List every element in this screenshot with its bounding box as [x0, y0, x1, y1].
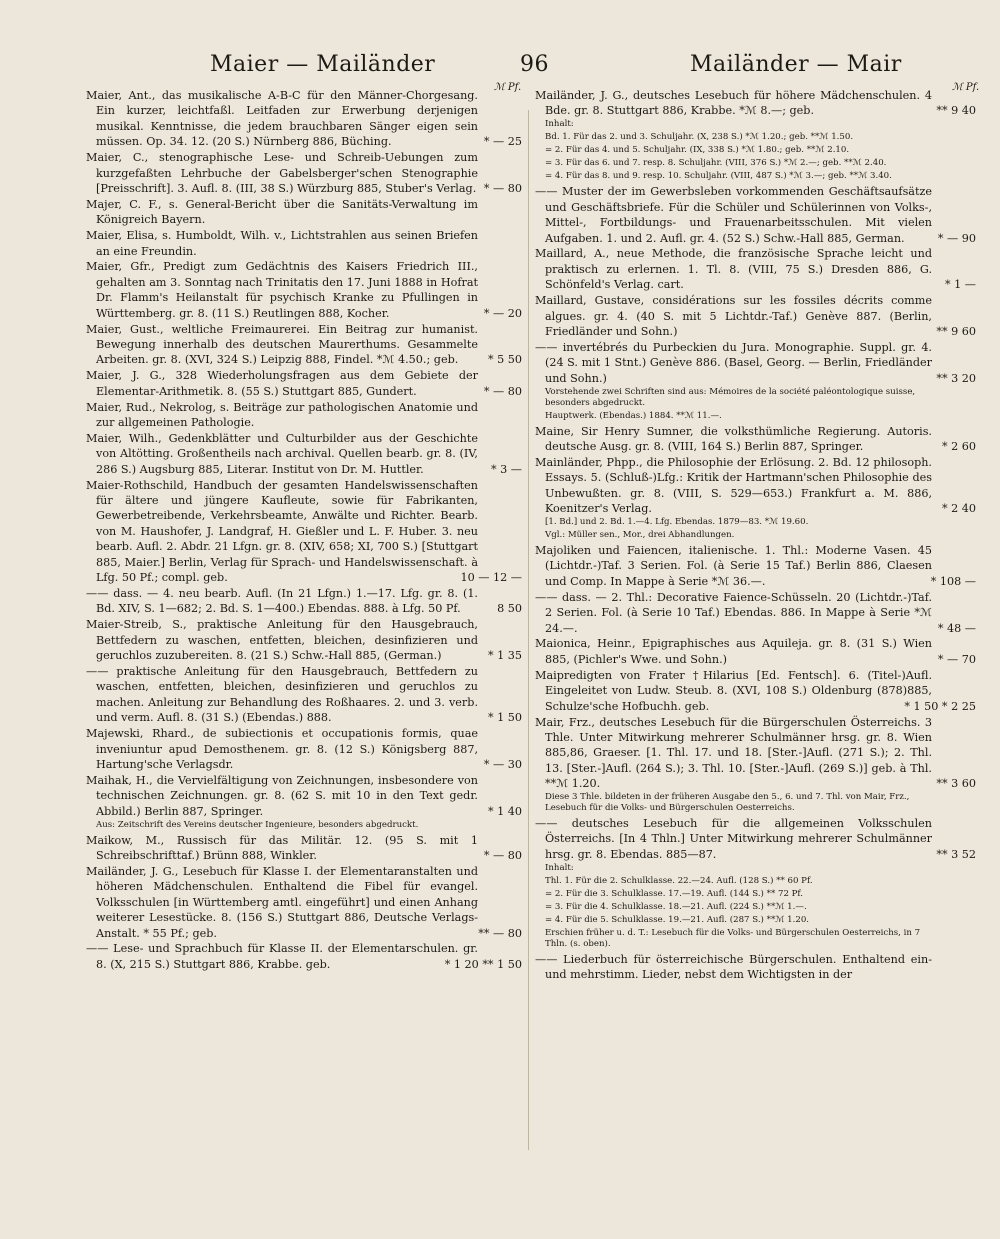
entry-text: Maine, Sir Henry Sumner, die volksthümliche Regierung. Autoris. deutsche Ausg. gr. 8. (VIII, 164 S.) Berlin 887, Springer.: [535, 424, 932, 453]
catalog-entry: [535, 543, 976, 589]
running-head-left: Maier — Mailänder: [210, 52, 436, 77]
currency-units-right: ℳ Pf.: [952, 82, 980, 93]
entry-text: Maier-Rothschild, Handbuch der gesamten Handelswissenschaften für ältere und jüngere Kaufleute, sowie für Fabrikanten, Gewerbetreibende, Verkehrsbeamte, Anwälte und Richter. Bearb. von M. Haushofer, J. Landgraf, H. Gießler und L. F. Huber. 3. neu bearb. Aufl. 2. Abdr. 21 Lfgn. gr. 8. (XIV, 658; XI, 700 S.) [Stuttgart 885, Maier.] Berlin, Verlag für Sprach- und Handelswissenschaft. à Lfg. 50 Pf.; compl. geb.: [86, 478, 478, 585]
entry-text: Maier, Ant., das musikalische A-B-C für den Männer-Chorgesang. Ein kurzer, leichtfaßl. Leitfaden zur Erwerbung derjenigen musikal. Kenntnisse, die jedem brauchbaren Sänger eigen sein müssen. Op. 34. 12. (20 S.) Nürnberg 886, Büching.: [86, 89, 478, 149]
entry-text: Maier, Rud., Nekrolog, s. Beiträge zur pathologischen Anatomie und zur allgemeinen Pathologie.: [86, 400, 478, 430]
page-number: 96: [520, 52, 549, 77]
running-head-right: Mailänder — Mair: [690, 52, 902, 77]
catalog-entry: [535, 455, 976, 517]
entry-text: = 2. Für das 4. und 5. Schuljahr. (IX, 338 S.) *ℳ 1.80.; geb. **ℳ 2.10.: [545, 145, 850, 156]
entry-text: Inhalt:: [545, 119, 574, 130]
catalog-entry: [535, 668, 976, 714]
entry-text: —— dass. — 4. neu bearb. Aufl. (In 21 Lfgn.) 1.—17. Lfg. gr. 8. (1. Bd. XIV, S. 1—682; 2. Bd. S. 1—400.) Ebendas. 888. à Lfg. 50 Pf.: [86, 587, 478, 616]
entry-text: —— Muster der im Gewerbsleben vorkommenden Geschäftsaufsätze und Geschäftsbriefe. Für die Schüler und Schülerinnen von Volks-, Mittel-, Fortbildungs- und Frauenarbeitsschulen. Mit vielen Aufgaben. 1. und 2. Aufl. gr. 4. (52 S.) Schw.-Hall 885, German.: [535, 185, 932, 245]
catalog-entry: [535, 184, 976, 246]
entry-text: Vorstehende zwei Schriften sind aus: Mémoires de la société paléontologique suisse, besonders abgedruckt.: [545, 386, 916, 408]
catalog-entry: [86, 400, 522, 431]
entry-text: Majoliken und Faiencen, italienische. 1. Thl.: Moderne Vasen. 45 (Lichtdr.-)Taf. 3 Serien. Fol. (à Serie 15 Taf.) Berlin 886, Claesen und Comp. In Mappe à Serie *ℳ 36.—.: [535, 544, 932, 588]
entry-price: * 108 —: [930, 574, 976, 588]
catalog-entry: [535, 636, 976, 667]
catalog-entry: [86, 726, 522, 772]
catalog-entry: [86, 228, 522, 259]
entry-price: * — 25: [483, 135, 522, 149]
entry-price: * 1 —: [944, 278, 976, 292]
entry-text: [1. Bd.] und 2. Bd. 1.—4. Lfg. Ebendas. 1879—83. *ℳ 19.60.: [545, 517, 809, 528]
entry-text: Thl. 1. Für die 2. Schulklasse. 22.—24. Aufl. (128 S.) ** 60 Pf.: [545, 875, 813, 886]
entry-note: [535, 411, 976, 422]
catalog-entry: [86, 88, 522, 150]
catalog-entry: [86, 773, 522, 819]
catalog-entry: [86, 664, 522, 726]
entry-note: [535, 387, 976, 409]
entry-text: Maier, C., stenographische Lese- und Schreib-Uebungen zum kurzgefaßten Lehrbuche der Gabelsberger'schen Stenographie [Preisschrift]. 3. Aufl. 8. (III, 38 S.) Würzburg 885, Stuber's Verlag.: [86, 151, 478, 195]
entry-price: * 1 40: [487, 804, 522, 818]
catalog-entry: [86, 259, 522, 321]
entry-text: Maier, J. G., 328 Wiederholungsfragen aus dem Gebiete der Elementar-Arithmetik. 8. (55 S.) Stuttgart 885, Gundert.: [86, 369, 478, 398]
entry-note: [535, 902, 976, 913]
entry-text: Majewski, Rhard., de subiectionis et occupationis formis, quae inveniuntur apud Demosthenem. gr. 8. (12 S.) Königsberg 887, Hartung'sche Verlagsdr.: [86, 727, 478, 771]
entry-price: ** 3 20: [936, 371, 976, 385]
entry-note: [535, 928, 976, 950]
entry-text: Maipredigten von Frater †Hilarius [Ed. Fentsch]. 6. (Titel-)Aufl. Eingeleitet von Ludw. Steub. 8. (XVI, 108 S.) Oldenburg (878)885, Schulze'sche Hofbuchh. geb.: [535, 668, 932, 713]
entry-price: ** 9 40: [936, 104, 976, 118]
entry-note: [535, 792, 976, 814]
entry-text: Erschien früher u. d. T.: Lesebuch für die Volks- und Bürgerschulen Oesterreichs, in 7 Thln. (s. oben).: [545, 927, 921, 949]
entry-text: Maillard, Gustave, considérations sur les fossiles décrits comme algues. gr. 4. (40 S. mit 5 Lichtdr.-Taf.) Genève 887. (Berlin, Friedländer und Sohn.): [535, 294, 932, 338]
entry-text: Vgl.: Müller sen., Mor., drei Abhandlungen.: [545, 530, 735, 541]
catalog-entry: [535, 590, 976, 636]
entry-text: —— praktische Anleitung für den Hausgebrauch, Bettfedern zu waschen, entfetten, bleichen, desinfizieren und geruchlos zu machen. Anleitung zur Behandlung des Roßhaares. 2. und 3. verb. und verm. Aufl. 8. (31 S.) (Ebendas.) 888.: [86, 665, 478, 725]
entry-note: [535, 876, 976, 887]
entry-text: Hauptwerk. (Ebendas.) 1884. **ℳ 11.—.: [545, 410, 722, 421]
catalog-entry: [535, 952, 976, 983]
entry-text: Mair, Frz., deutsches Lesebuch für die Bürgerschulen Österreichs. 3 Thle. Unter Mitwirkung mehrerer Schulmänner hrsg. gr. 8. Wien 885,86, Graeser. [1. Thl. 17. und 18. [Ster.-]Aufl. (271 S.); 2. Thl. 13. [Ster.-]Aufl. (264 S.); 3. Thl. 10. [Ster.-]Aufl. (269 S.)] geb. à Thl. **ℳ 1.20.: [535, 715, 932, 791]
entry-price: 8 50: [497, 602, 522, 616]
catalog-entry: [86, 833, 522, 864]
catalog-entry: [86, 197, 522, 228]
entry-text: = 3. Für die 4. Schulklasse. 18.—21. Aufl. (224 S.) **ℳ 1.—.: [545, 901, 807, 912]
entry-text: Maier-Streib, S., praktische Anleitung für den Hausgebrauch, Bettfedern zu waschen, entfetten, bleichen, desinfizieren und geruchlos zuzubereiten. 8. (21 S.) Schw.-Hall 885, (German.): [86, 618, 478, 663]
catalog-entry: [535, 246, 976, 292]
entry-text: Inhalt:: [545, 862, 574, 873]
entry-text: Bd. 1. Für das 2. und 3. Schuljahr. (X, 238 S.) *ℳ 1.20.; geb. **ℳ 1.50.: [545, 132, 854, 143]
catalog-entry: [86, 431, 522, 477]
entry-price: ** 3 60: [936, 777, 976, 791]
entry-price: ** 3 52: [936, 847, 976, 861]
entry-price: * 1 50 * 2 25: [904, 699, 976, 713]
catalog-entry: [86, 150, 522, 196]
entry-text: Maier, Gfr., Predigt zum Gedächtnis des Kaisers Friedrich III., gehalten am 3. Sonntag nach Trinitatis den 17. Juni 1888 in Hofrat Dr. Flamm's Heilanstalt für psychisch Kranke zu Pfullingen in Württemberg. gr. 8. (11 S.) Reutlingen 888, Kocher.: [86, 260, 478, 320]
entry-text: Majer, C. F., s. General-Bericht über die Sanitäts-Verwaltung im Königreich Bayern.: [86, 197, 478, 227]
entry-note: [535, 517, 976, 528]
entry-price: * 48 —: [937, 621, 976, 635]
entry-price: * 2 40: [941, 502, 976, 516]
entry-note: [535, 171, 976, 182]
entry-price: ** — 80: [478, 926, 522, 940]
catalog-entry: [535, 424, 976, 455]
entry-text: Mailänder, J. G., Lesebuch für Klasse I. der Elementaranstalten und höheren Mädchenschulen. Enthaltend die Fibel für evangel. Volksschulen [in Württemberg amtl. eingeführt] und einen Anhang weiterer Lesestücke. 8. (156 S.) Stuttgart 886, Deutsche Verlags-Anstalt. * 55 Pf.; geb.: [86, 864, 478, 940]
entry-text: Maionica, Heinr., Epigraphisches aus Aquileja. gr. 8. (31 S.) Wien 885, (Pichler's Wwe. und Sohn.): [535, 637, 932, 666]
entry-text: Maihak, H., die Vervielfältigung von Zeichnungen, insbesondere von technischen Zeichnungen. gr. 8. (62 S. mit 10 in den Text gedr. Abbild.) Berlin 887, Springer.: [86, 773, 478, 818]
catalog-entry: [535, 715, 976, 792]
entry-price: * 1 35: [487, 649, 522, 663]
left-column: [86, 88, 522, 973]
entry-note: [535, 132, 976, 143]
entry-price: * — 90: [937, 231, 976, 245]
entry-price: * — 80: [483, 181, 522, 195]
entry-text: —— deutsches Lesebuch für die allgemeinen Volksschulen Österreichs. [In 4 Thln.] Unter Mitwirkung mehrerer Schulmänner hrsg. gr. 8. Ebendas. 885—87.: [535, 817, 932, 861]
entry-text: Maikow, M., Russisch für das Militär. 12. (95 S. mit 1 Schreibschrifttaf.) Brünn 888, Winkler.: [86, 833, 478, 862]
entry-text: Aus: Zeitschrift des Vereins deutscher Ingenieure, besonders abgedruckt.: [96, 819, 419, 830]
currency-units-left: ℳ Pf.: [494, 82, 522, 93]
catalog-entry: [86, 941, 522, 972]
entry-price: * 1 20 ** 1 50: [444, 957, 522, 971]
right-column: [535, 88, 976, 983]
entry-note: [535, 145, 976, 156]
entry-price: * 2 60: [941, 440, 976, 453]
entry-price: * — 20: [483, 306, 522, 320]
entry-text: = 4. Für die 5. Schulklasse. 19.—21. Aufl. (287 S.) **ℳ 1.20.: [545, 914, 810, 925]
entry-text: Mailänder, J. G., deutsches Lesebuch für höhere Mädchenschulen. 4 Bde. gr. 8. Stuttgart 886, Krabbe. *ℳ 8.—; geb.: [535, 89, 932, 118]
catalog-entry: [86, 586, 522, 617]
entry-note: [535, 863, 976, 874]
entry-note: [535, 889, 976, 900]
entry-text: —— Lese- und Sprachbuch für Klasse II. der Elementarschulen. gr. 8. (X, 215 S.) Stuttgart 886, Krabbe. geb.: [86, 942, 478, 971]
entry-price: 10 — 12 —: [460, 571, 522, 585]
entry-text: —— invertébrés du Purbeckien du Jura. Monographie. Suppl. gr. 4. (24 S. mit 1 Stnt.) Genève 886. (Basel, Georg. — Berlin, Friedländer und Sohn.): [535, 340, 932, 385]
page-header: [0, 52, 1000, 86]
catalog-entry: [86, 368, 522, 399]
entry-price: * — 30: [483, 757, 522, 771]
entry-text: Maillard, A., neue Methode, die französische Sprache leicht und praktisch zu erlernen. 1. Tl. 8. (VIII, 75 S.) Dresden 886, G. Schönfeld's Verlag. cart.: [535, 247, 932, 292]
entry-text: Maier, Elisa, s. Humboldt, Wilh. v., Lichtstrahlen aus seinen Briefen an eine Freundin.: [86, 229, 478, 258]
entry-price: * 1 50: [487, 711, 522, 725]
catalog-entry: [86, 617, 522, 663]
column-divider: [528, 110, 529, 1150]
catalog-entry: [86, 864, 522, 941]
entry-text: Maier, Gust., weltliche Freimaurerei. Ein Beitrag zur humanist. Bewegung innerhalb des deutschen Maurerthums. Gesammelte Arbeiten. gr. 8. (XVI, 324 S.) Leipzig 888, Findel. *ℳ 4.50.; geb.: [86, 322, 478, 367]
entry-price: ** 9 60: [936, 324, 976, 338]
entry-text: = 2. Für die 3. Schulklasse. 17.—19. Aufl. (144 S.) ** 72 Pf.: [545, 888, 804, 899]
entry-price: * 3 —: [490, 462, 522, 476]
entry-text: = 4. Für das 8. und 9. resp. 10. Schuljahr. (VIII, 487 S.) *ℳ 3.—; geb. **ℳ 3.40.: [545, 171, 892, 182]
entry-text: —— dass. — 2. Thl.: Decorative Faience-Schüsseln. 20 (Lichtdr.-)Taf. 2 Serien. Fol. (à Serie 10 Taf.) Ebendas. 886. In Mappe à Serie *ℳ 24.—.: [535, 590, 932, 635]
entry-note: [535, 530, 976, 541]
catalog-entry: [535, 88, 976, 119]
entry-price: * — 80: [483, 384, 522, 398]
catalog-entry: [86, 478, 522, 586]
entry-price: * — 70: [937, 652, 976, 666]
entry-text: Diese 3 Thle. bildeten in der früheren Ausgabe den 5., 6. und 7. Thl. von Mair, Frz., Lesebuch für die Volks- und Bürgerschulen Oesterreichs.: [545, 792, 910, 814]
entry-text: —— Liederbuch für österreichische Bürgerschulen. Enthaltend ein- und mehrstimm. Lieder, nebst dem Wichtigsten in der: [535, 952, 932, 982]
catalog-entry: [86, 322, 522, 368]
entry-text: Mainländer, Phpp., die Philosophie der Erlösung. 2. Bd. 12 philosoph. Essays. 5. (Schluß-)Lfg.: Kritik der Hartmann'schen Philosophie des Unbewußten. gr. 8. (VIII, S. 529—653.) Frankfurt a. M. 886, Koenitzer's Verlag.: [535, 455, 932, 516]
entry-note: [86, 820, 522, 831]
catalog-entry: [535, 816, 976, 862]
catalog-entry: [535, 293, 976, 339]
entry-note: [535, 158, 976, 169]
entry-note: [535, 119, 976, 130]
entry-note: [535, 915, 976, 926]
entry-text: Maier, Wilh., Gedenkblätter und Culturbilder aus der Geschichte von Altötting. Großentheils nach archival. Quellen bearb. gr. 8. (IV, 286 S.) Augsburg 885, Literar. Institut von Dr. M. Huttler.: [86, 431, 478, 476]
entry-price: * 5 50: [487, 353, 522, 367]
catalog-entry: [535, 340, 976, 386]
entry-price: * — 80: [483, 849, 522, 862]
entry-text: = 3. Für das 6. und 7. resp. 8. Schuljahr. (VIII, 376 S.) *ℳ 2.—; geb. **ℳ 2.40.: [545, 158, 887, 169]
